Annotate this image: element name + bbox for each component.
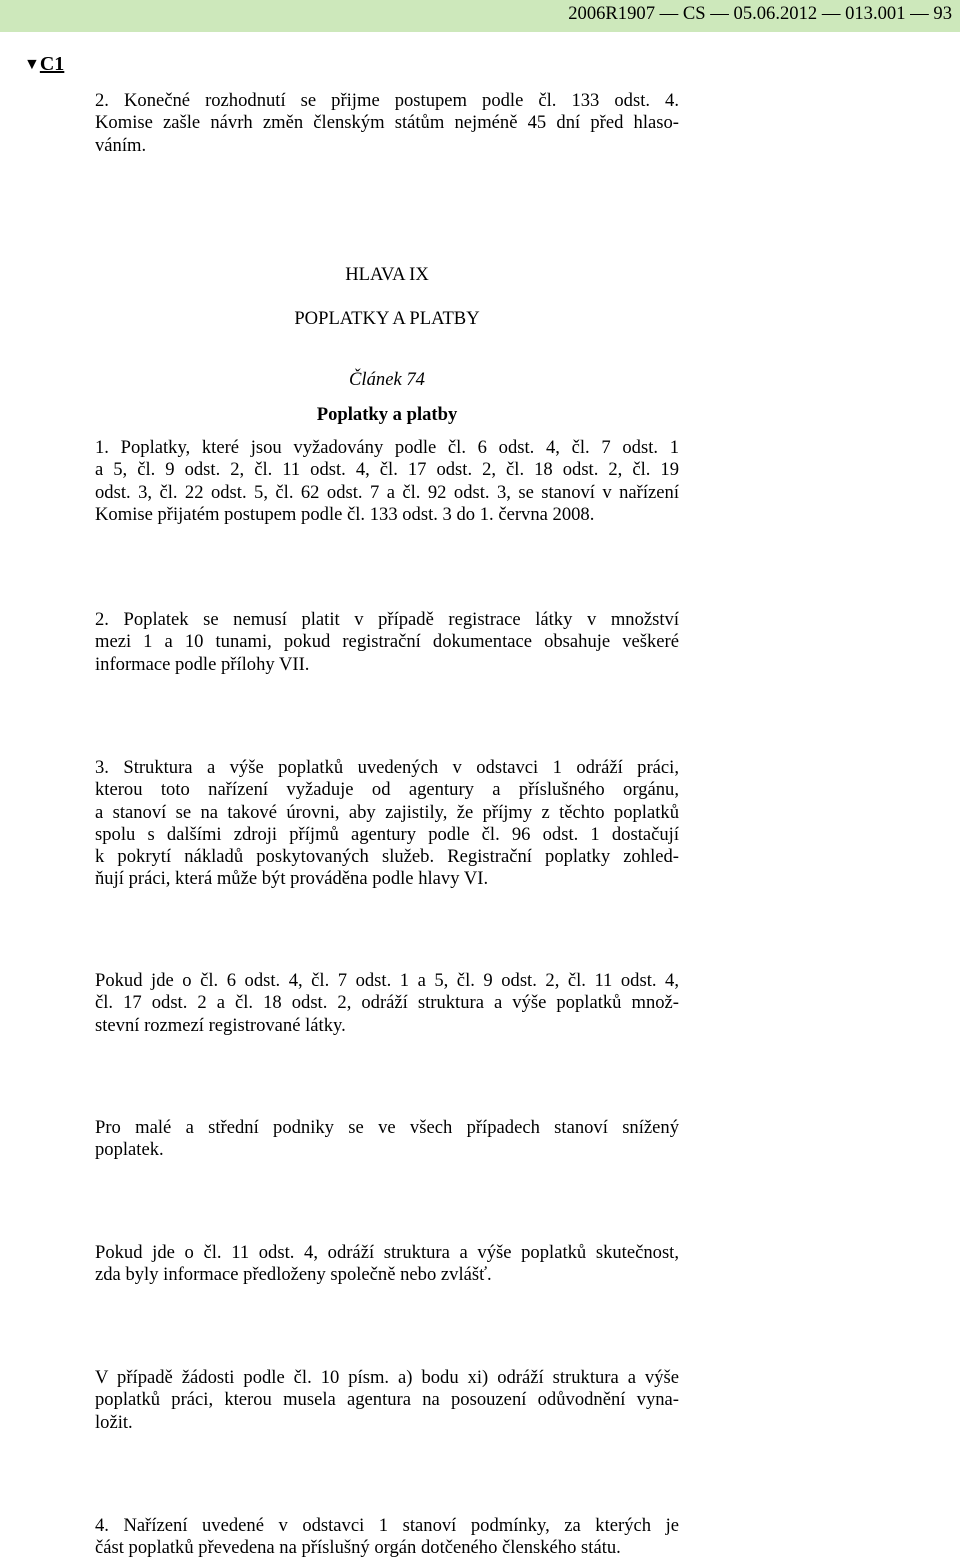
text-line: 3. Struktura a výše poplatků uvedených v odstavci 1 odráží práci, — [95, 757, 679, 778]
text-line: Komise přijatém postupem podle čl. 133 odst. 3 do 1. června 2008. — [95, 503, 595, 525]
triangle-down-icon: ▼ — [24, 56, 40, 73]
text-line: poplatků práci, kterou musela agentura na posouzení odůvodnění vyna- — [95, 1389, 679, 1411]
text-line: odst. 3, čl. 22 odst. 5, čl. 62 odst. 7 a čl. 92 odst. 3, se stanoví v nařízení — [95, 481, 679, 503]
text-line: Pokud jde o čl. 6 odst. 4, čl. 7 odst. 1 a 5, čl. 9 odst. 2, čl. 11 odst. 4, — [95, 970, 679, 991]
text-line: kterou toto nařízení vyžaduje od agentury a příslušného orgánu, — [95, 779, 679, 801]
paragraph-7 — [95, 1367, 679, 1434]
text-line: čl. 17 odst. 2 a čl. 18 odst. 2, odráží struktura a výše poplatků množ- — [95, 992, 679, 1014]
article-number: Článek 74 — [349, 369, 425, 390]
text-line: Pro malé a střední podniky se ve všech případech stanoví snížený — [95, 1117, 679, 1138]
paragraph-8 — [95, 1515, 679, 1560]
text-line: ložit. — [95, 1411, 133, 1433]
text-line: část poplatků převedena na příslušný orgán dotčeného členského státu. — [95, 1537, 621, 1559]
title-hlava: HLAVA IX — [345, 264, 429, 285]
paragraph-5 — [95, 1117, 679, 1162]
text-line: Komise zašle návrh změn členským státům nejméně 45 dní před hlaso- — [95, 112, 679, 134]
text-line: a stanoví se na takové úrovni, aby zajistily, že příjmy z těchto poplatků — [95, 801, 679, 823]
text-line: 2. Konečné rozhodnutí se přijme postupem podle čl. 133 odst. 4. — [95, 90, 679, 111]
amendment-marker — [24, 52, 64, 77]
text-line: k pokrytí nákladů poskytovaných služeb. Registrační poplatky zohled- — [95, 846, 679, 868]
text-line: váním. — [95, 134, 147, 156]
amendment-code-link[interactable]: C1 — [39, 53, 65, 75]
text-line: informace podle přílohy VII. — [95, 653, 310, 675]
text-line: ňují práci, která může být prováděna podle hlavy VI. — [95, 868, 489, 890]
text-line: V případě žádosti podle čl. 10 písm. a) bodu xi) odráží struktura a výše — [95, 1367, 679, 1388]
text-line: a 5, čl. 9 odst. 2, čl. 11 odst. 4, čl. 17 odst. 2, čl. 18 odst. 2, čl. 19 — [95, 459, 679, 481]
paragraph-3 — [95, 757, 679, 891]
text-line: poplatek. — [95, 1139, 164, 1161]
text-line: 1. Poplatky, které jsou vyžadovány podle čl. 6 odst. 4, čl. 7 odst. 1 — [95, 437, 679, 458]
text-line: Pokud jde o čl. 11 odst. 4, odráží struktura a výše poplatků skutečnost, — [95, 1242, 679, 1263]
text-line: stevní rozmezí registrované látky. — [95, 1014, 346, 1036]
document-header-bar — [0, 0, 960, 32]
document-reference: 2006R1907 — CS — 05.06.2012 — 013.001 — 93 — [568, 3, 952, 24]
text-line: 2. Poplatek se nemusí platit v případě registrace látky v množství — [95, 609, 679, 630]
title-name: POPLATKY A PLATBY — [294, 308, 480, 329]
paragraph-4 — [95, 970, 679, 1037]
text-line: 4. Nařízení uvedené v odstavci 1 stanoví podmínky, za kterých je — [95, 1515, 679, 1536]
text-line: mezi 1 a 10 tunami, pokud registrační dokumentace obsahuje veškeré — [95, 631, 679, 653]
paragraph-6 — [95, 1242, 679, 1287]
paragraph-2 — [95, 609, 679, 676]
article-title: Poplatky a platby — [316, 404, 458, 425]
intro-paragraph — [95, 90, 679, 157]
paragraph-1 — [95, 437, 679, 526]
text-line: zda byly informace předloženy společně nebo zvlášť. — [95, 1264, 492, 1286]
text-line: spolu s dalšími zdroji příjmů agentury podle čl. 96 odst. 1 dostačují — [95, 823, 679, 845]
